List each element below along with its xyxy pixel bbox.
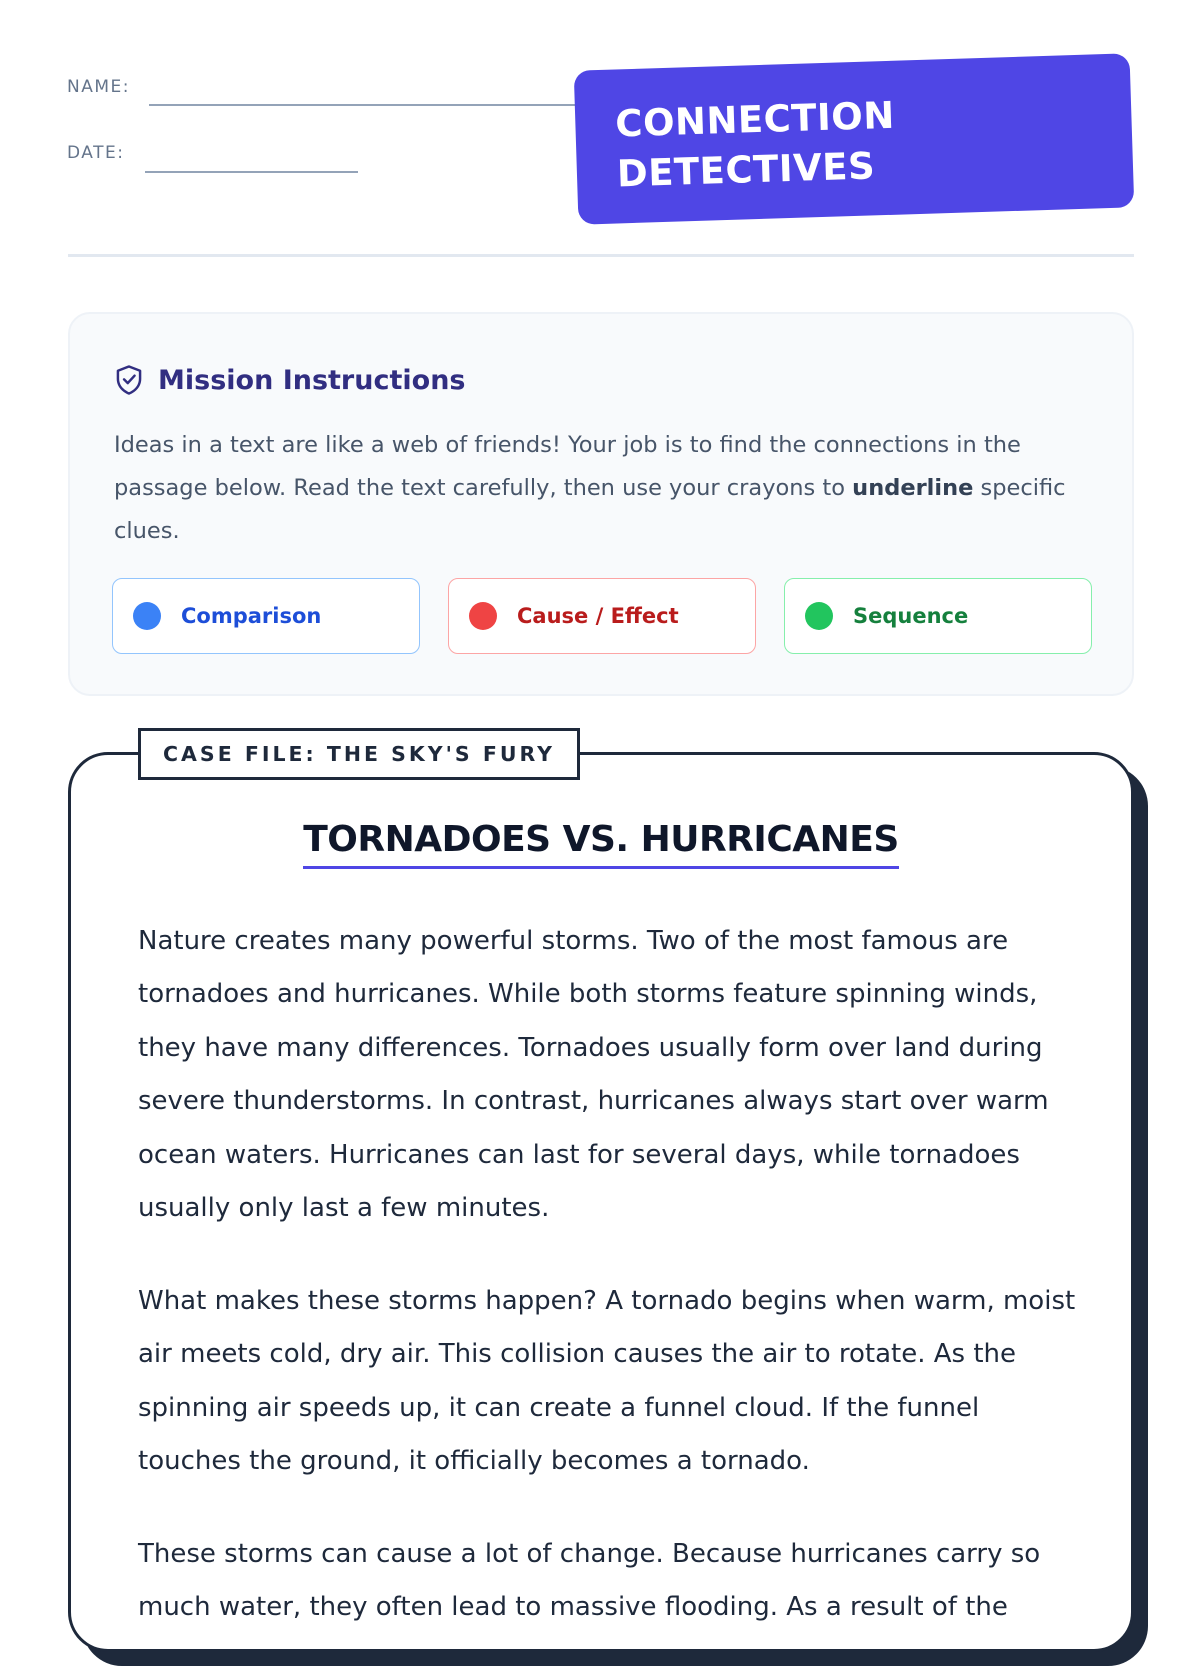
cause-effect-dot-icon bbox=[469, 602, 497, 630]
case-file-tab-label: CASE FILE: THE SKY'S FURY bbox=[163, 742, 555, 766]
article-paragraph: What makes these storms happen? A tornado begins when warm, moist air meets cold, dry air. This collision causes the air to rotate. As the spinning air speeds up, it can create a funnel cloud. If the funnel touches the ground, it officially becomes a tornado. bbox=[138, 1286, 1076, 1477]
legend-label-comparison: Comparison bbox=[181, 604, 322, 628]
mission-instructions-text bbox=[114, 424, 1094, 553]
article-paragraph: Nature creates many powerful storms. Two of the most famous are tornadoes and hurricanes. While both storms feature spinning winds, they have many differences. Tornadoes usually form over land during severe thunderstorms. In contrast, hurricanes always start over warm ocean waters. Hurricanes can last for several days, while tornadoes usually only last a few minutes. bbox=[138, 926, 1049, 1224]
header-divider bbox=[68, 254, 1134, 257]
mission-text-bold: underline bbox=[852, 475, 974, 501]
date-label: DATE: bbox=[67, 143, 125, 163]
mission-heading-text: Mission Instructions bbox=[158, 364, 466, 396]
title-line-1: CONNECTION bbox=[614, 93, 896, 146]
legend-label-cause-effect: Cause / Effect bbox=[517, 604, 679, 628]
title-banner bbox=[574, 53, 1135, 224]
mission-instructions-card bbox=[68, 312, 1134, 696]
sequence-dot-icon bbox=[805, 602, 833, 630]
shield-check-icon bbox=[114, 364, 144, 396]
title-line-2: DETECTIVES bbox=[616, 144, 876, 196]
article-title-text: TORNADOES VS. HURRICANES bbox=[303, 820, 899, 869]
legend-cause-effect bbox=[448, 578, 756, 654]
mission-text-before: Ideas in a text are like a web of friends! Your job is to find the connections in the passage below. Read the text carefully, then use your crayons to bbox=[114, 432, 1021, 501]
mission-text-after: specific clues. bbox=[114, 475, 1066, 544]
mission-heading bbox=[114, 364, 465, 396]
comparison-dot-icon bbox=[133, 602, 161, 630]
name-field-line[interactable] bbox=[149, 104, 579, 106]
date-field-line[interactable] bbox=[145, 171, 358, 173]
article-title bbox=[68, 820, 1134, 869]
legend-sequence bbox=[784, 578, 1092, 654]
legend-label-sequence: Sequence bbox=[853, 604, 969, 628]
name-label: NAME: bbox=[67, 77, 130, 97]
legend-comparison bbox=[112, 578, 420, 654]
case-file-tab bbox=[138, 728, 580, 780]
article-paragraph: These storms can cause a lot of change. Because hurricanes carry so much water, they often lead to massive flooding. As a result of the bbox=[138, 1539, 1041, 1623]
